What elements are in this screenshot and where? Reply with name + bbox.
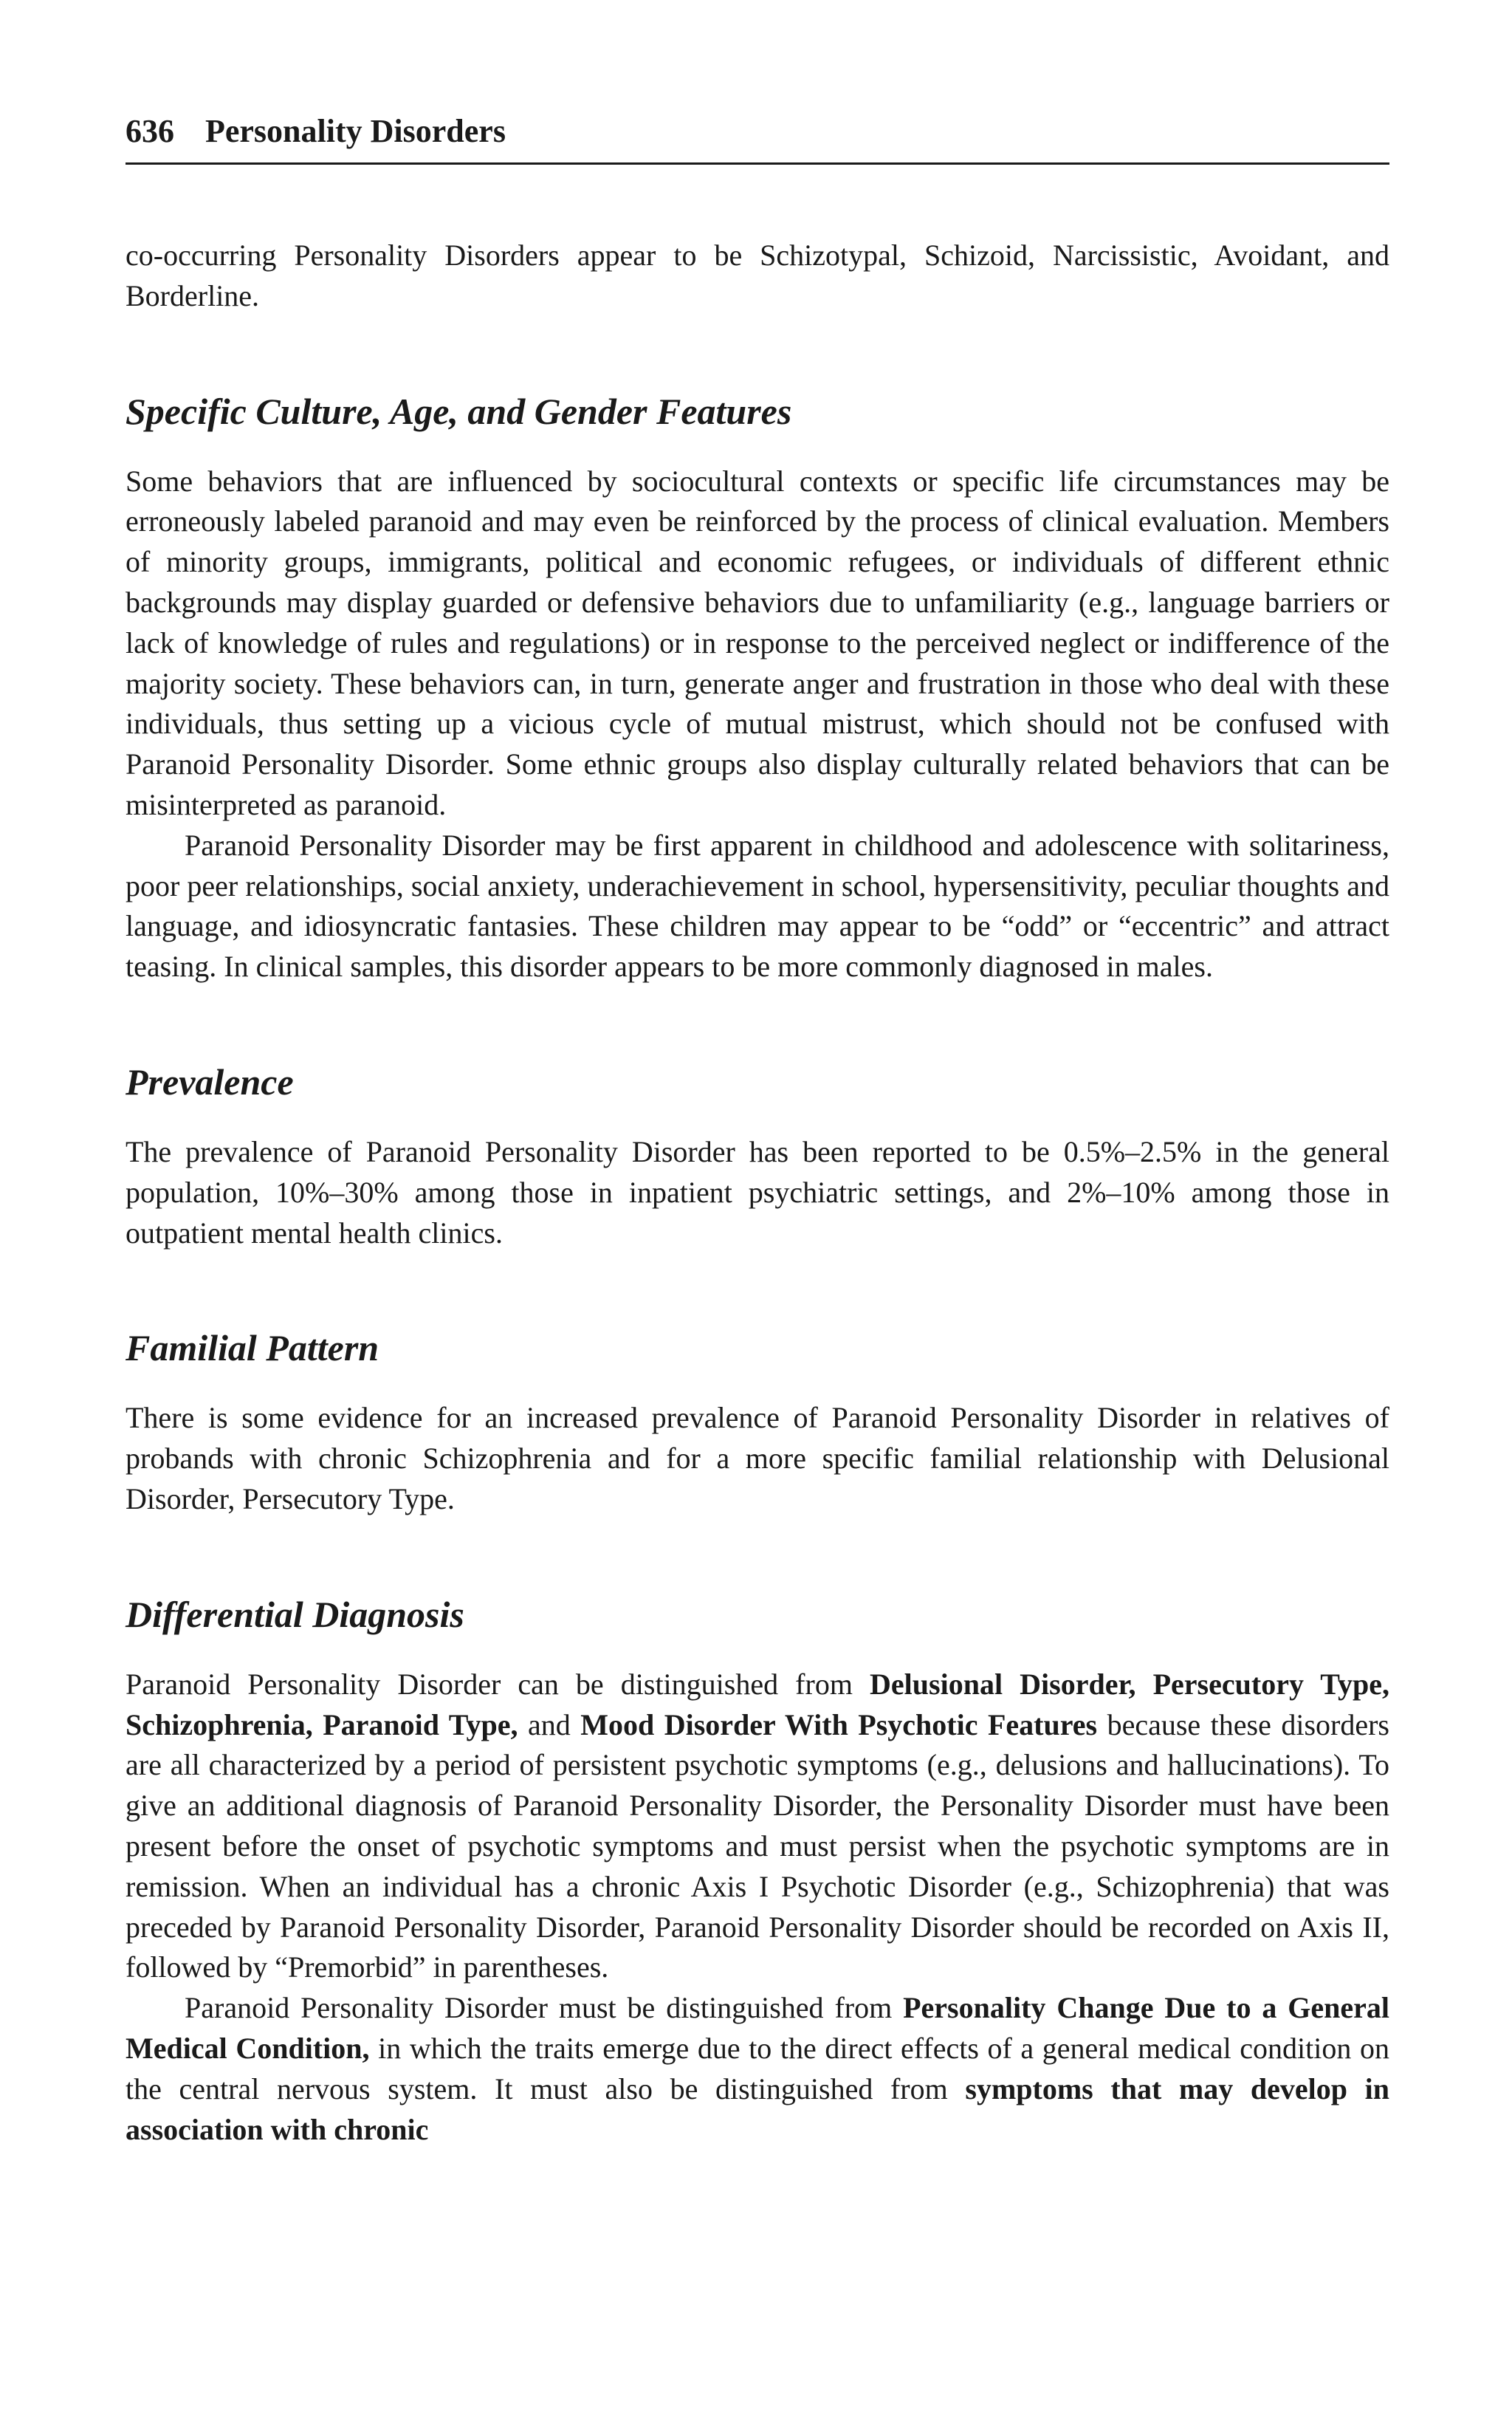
intro-paragraph: co-occurring Personality Disorders appear to be Schizotypal, Schizoid, Narcissistic, Avoidant, and Borderline. bbox=[126, 239, 1389, 312]
heading-prevalence: Prevalence bbox=[126, 1060, 294, 1103]
book-page bbox=[126, 111, 1389, 2150]
differential-paragraph-1 bbox=[126, 1665, 1389, 1988]
diff-p1-text-3: because these disorders are all characterized by a period of persistent psychotic symptoms (e.g., delusions and hallucinations). To give an additional diagnosis of Paranoid Personality Disorder, the Personality Disorder must have been present before the onset of psychotic symptoms and must persist when the psychotic symptoms are in remission. When an individual has a chronic Axis I Psychotic Disorder (e.g., Schizophrenia) that was preceded by Paranoid Personality Disorder, Paranoid Personality Disorder should be recorded on Axis II, followed by “Premorbid” in parentheses. bbox=[126, 1707, 1389, 1984]
diff-p2-text-2: in which the traits emerge due to the direct effects of a general medical condition on the central nervous system. It must also be distinguished from bbox=[126, 2031, 1389, 2105]
culture-paragraph-2: Paranoid Personality Disorder may be first apparent in childhood and adolescence with solitariness, poor peer relationships, social anxiety, underachievement in school, hypersensitivity, peculiar thoughts and language, and idiosyncratic fantasies. These children may appear to be “odd” or “eccentric” and attract teasing. In clinical samples, this disorder appears to be more commonly diagnosed in males. bbox=[126, 828, 1389, 984]
diff-p2-bold-2: symptoms that may develop in association with chronic bbox=[126, 2072, 1389, 2146]
diff-p2-text-1: Paranoid Personality Disorder must be distinguished from bbox=[185, 1991, 904, 2025]
heading-culture-age-gender: Specific Culture, Age, and Gender Features bbox=[126, 390, 792, 432]
differential-paragraph-2 bbox=[126, 1988, 1389, 2150]
heading-differential-diagnosis: Differential Diagnosis bbox=[126, 1593, 464, 1635]
diff-p1-text-2: and bbox=[518, 1707, 581, 1741]
culture-paragraph-1: Some behaviors that are influenced by sociocultural contexts or specific life circumstances may be erroneously labeled paranoid and may even be reinforced by the process of clinical evaluation. Members of minority groups, immigrants, political and economic refugees, or individuals of different ethnic backgrounds may display guarded or defensive behaviors due to unfamiliarity (e.g., language barriers or lack of knowledge of rules and regulations) or in response to the perceived neglect or indifference of the majority society. These behaviors can, in turn, generate anger and frustration in those who deal with these individuals, thus setting up a vicious cycle of mutual mistrust, which should not be confused with Paranoid Personality Disorder. Some ethnic groups also display culturally related behaviors that can be misinterpreted as paranoid. bbox=[126, 464, 1389, 821]
diff-p1-text-1: Paranoid Personality Disorder can be distinguished from bbox=[126, 1667, 870, 1701]
diff-p1-bold-2: Mood Disorder With Psychotic Features bbox=[580, 1707, 1098, 1741]
prevalence-paragraph: The prevalence of Paranoid Personality Disorder has been reported to be 0.5%–2.5% in the general population, 10%–30% among those in inpatient psychiatric settings, and 2%–10% among those in outpatient mental health clinics. bbox=[126, 1134, 1389, 1250]
page-number: 636 bbox=[126, 113, 174, 149]
running-head-title: Personality Disorders bbox=[205, 113, 506, 149]
diff-p2-bold-1: Personality Change Due to a General Medical Condition, bbox=[126, 1991, 1390, 2065]
diff-p1-bold-1: Delusional Disorder, Persecutory Type, Schizophrenia, Paranoid Type, bbox=[126, 1667, 1390, 1741]
familial-paragraph: There is some evidence for an increased prevalence of Paranoid Personality Disorder in relatives of probands with chronic Schizophrenia and for a more specific familial relationship with Delusional Disorder, Persecutory Type. bbox=[126, 1401, 1389, 1515]
page-body bbox=[126, 236, 1389, 2150]
running-head bbox=[126, 111, 1389, 165]
heading-familial-pattern: Familial Pattern bbox=[126, 1327, 379, 1369]
